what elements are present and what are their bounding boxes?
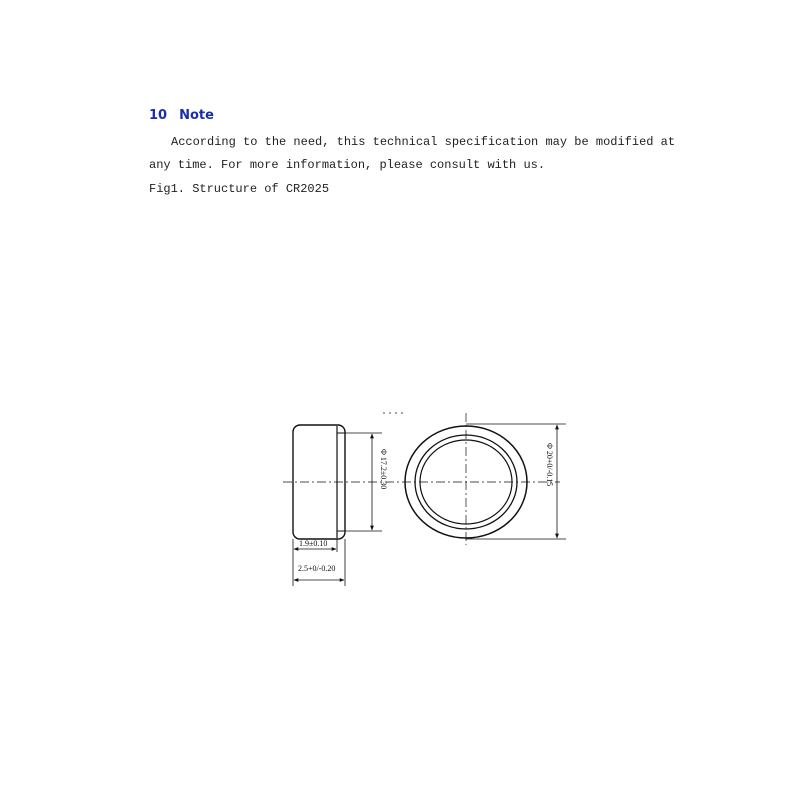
inner-thickness-label: 1.9±0.10 (299, 539, 328, 548)
paragraph-line-1: According to the need, this technical specification may be modified at (171, 135, 676, 149)
section-title: Note (179, 108, 214, 123)
total-thickness-label: 2.5+0/-0.20 (298, 564, 336, 573)
section-number: 10 (149, 108, 168, 123)
paragraph-line-2: any time. For more information, please consult with us. (149, 158, 546, 172)
figure-caption: Fig1. Structure of CR2025 (149, 182, 330, 196)
inner-diameter-label: Φ 17.2±0.30 (379, 449, 388, 490)
outer-diameter-label: Φ 20+0/-0.15 (545, 443, 554, 487)
side-view (293, 425, 345, 586)
